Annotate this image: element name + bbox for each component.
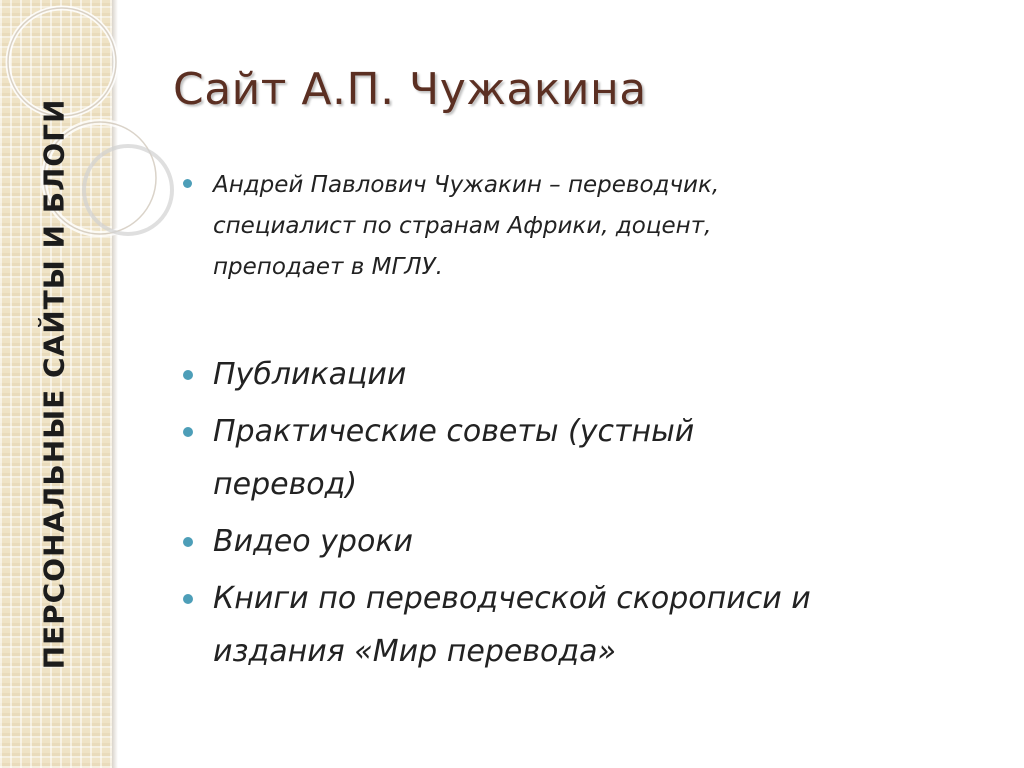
bullet-dot-icon	[183, 179, 192, 188]
bullet-item-publications	[180, 348, 980, 401]
bullet-text: Практические советы (устный перевод)	[213, 414, 695, 502]
decorative-rings-icon	[0, 0, 200, 280]
bullet-text: Андрей Павлович Чужакин – переводчик, специалист по странам Африки, доцент, преподает в МГЛУ.	[213, 172, 720, 280]
bullet-item-bio	[180, 165, 833, 288]
bullet-item-video-lessons	[180, 515, 980, 568]
slide-title: Сайт А.П. Чужакина	[173, 64, 647, 115]
bullet-list	[180, 165, 980, 682]
bullet-text: Видео уроки	[213, 524, 413, 559]
bullet-dot-icon	[183, 594, 193, 604]
bullet-dot-icon	[183, 537, 193, 547]
bullet-dot-icon	[183, 370, 193, 380]
bullet-dot-icon	[183, 427, 193, 437]
bullet-text: Книги по переводческой скорописи и издания «Мир перевода»	[213, 581, 811, 669]
vertical-section-title: ПЕРСОНАЛЬНЫЕ САЙТЫ И БЛОГИ	[37, 98, 71, 670]
bullet-item-practical-tips	[180, 405, 833, 511]
bullet-item-books	[180, 572, 833, 678]
bullet-text: Публикации	[213, 357, 407, 392]
